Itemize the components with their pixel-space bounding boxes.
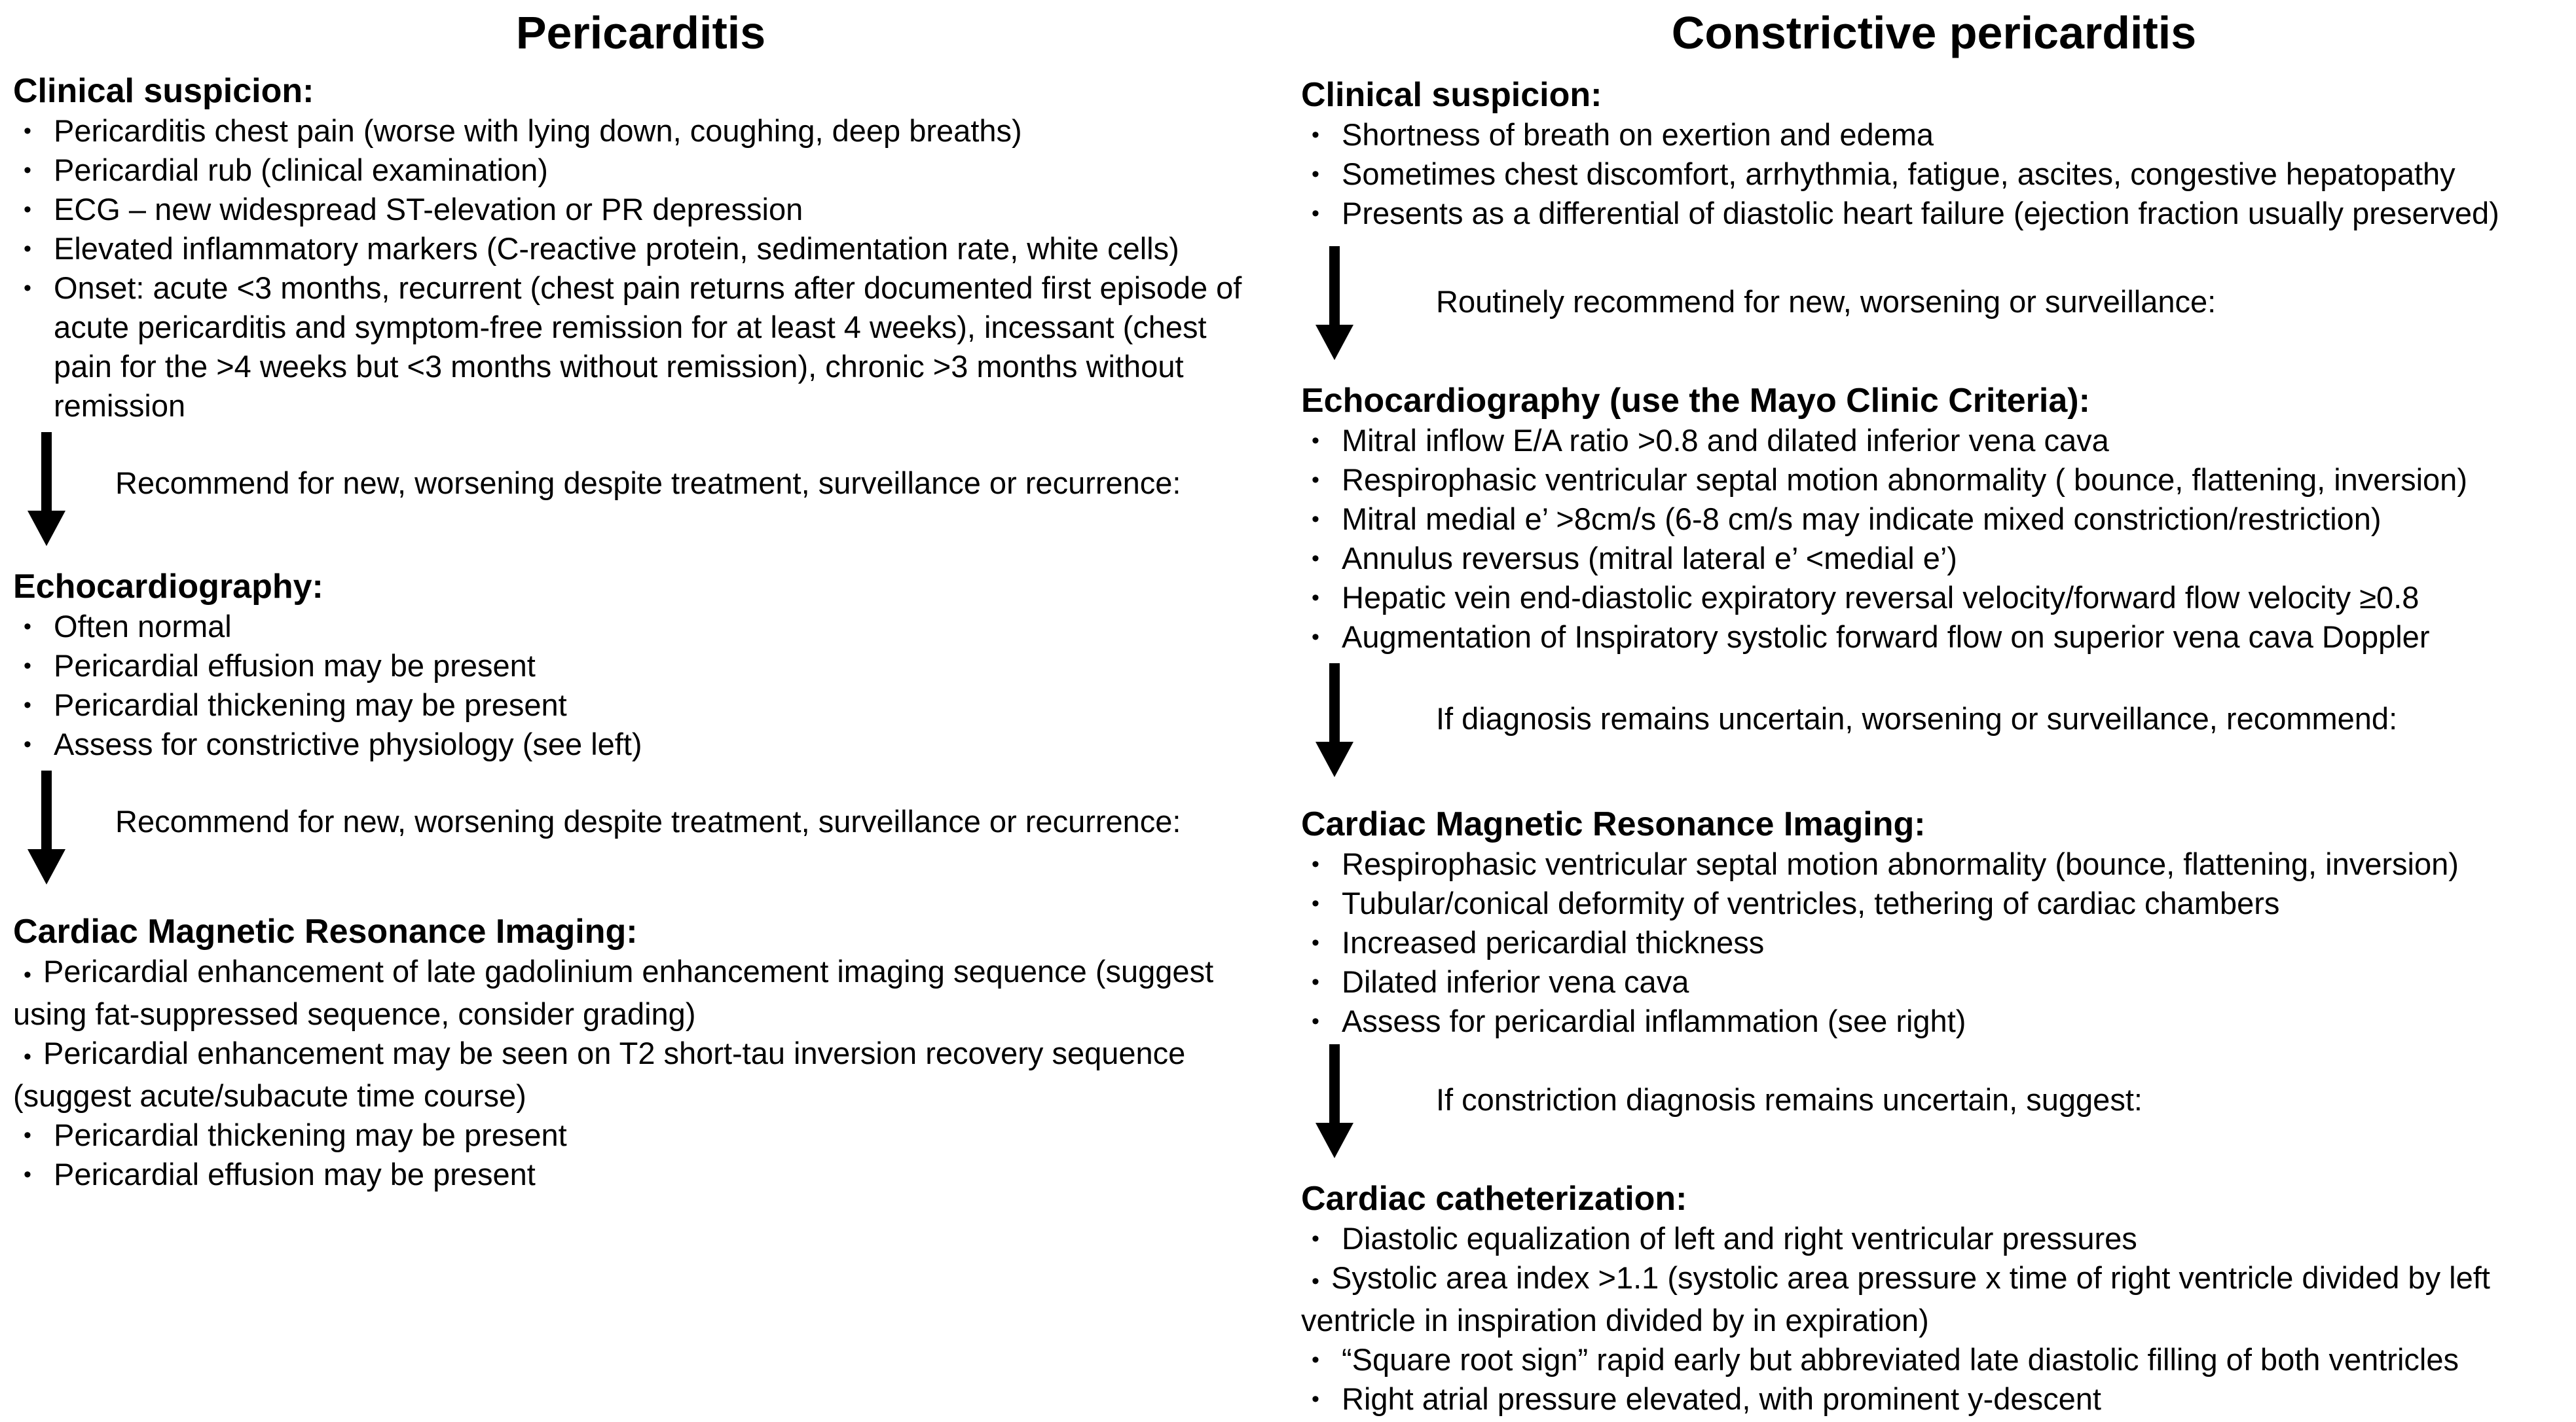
bullet-icon: •	[24, 1123, 31, 1148]
list-item	[1301, 1379, 2567, 1419]
bullet-icon: •	[24, 276, 31, 301]
list-item	[1301, 421, 2567, 460]
list-item	[13, 952, 1268, 1034]
list-item	[1301, 845, 2567, 884]
bullet-icon: •	[1312, 1009, 1319, 1034]
left-cmr-list	[13, 952, 1268, 1194]
down-arrow-icon	[1312, 663, 1357, 778]
bullet-text: Pericardial effusion may be present	[54, 648, 536, 683]
list-item	[13, 229, 1268, 268]
bullet-text: Pericardial effusion may be present	[54, 1157, 536, 1192]
bullet-text: Hepatic vein end-diastolic expiratory reversal velocity/forward flow velocity ≥0.8	[1342, 580, 2420, 615]
list-item	[1301, 155, 2567, 194]
bullet-text: Pericardial enhancement may be seen on T2 short-tau inversion recovery sequence (suggest acute/subacute time course)	[13, 1036, 1186, 1113]
right-clinical-suspicion-heading: Clinical suspicion:	[1301, 76, 1602, 114]
left-arrow-2	[13, 771, 1268, 885]
list-item	[1301, 923, 2567, 962]
bullet-text: “Square root sign” rapid early but abbreviated late diastolic filling of both ventricles	[1342, 1342, 2459, 1377]
bullet-icon: •	[24, 197, 31, 222]
list-item	[1301, 460, 2567, 500]
bullet-text: Dilated inferior vena cava	[1342, 964, 1689, 999]
left-arrow-1	[13, 432, 1268, 547]
arrow-annotation: If diagnosis remains uncertain, worsening or surveillance, recommend:	[1436, 701, 2398, 736]
bullet-icon: •	[24, 614, 31, 639]
bullet-icon: •	[1312, 428, 1319, 453]
bullet-icon: •	[24, 1162, 31, 1187]
bullet-icon: •	[1312, 201, 1319, 226]
list-item	[13, 685, 1268, 725]
left-echocardiography-list	[13, 607, 1268, 764]
arrow-annotation: Routinely recommend for new, worsening or surveillance:	[1436, 284, 2217, 319]
constrictive-pericarditis-title: Constrictive pericarditis	[1671, 7, 2197, 58]
right-cmr-list	[1301, 845, 2567, 1041]
bullet-text: Pericardial thickening may be present	[54, 1118, 567, 1152]
bullet-icon: •	[1312, 1226, 1319, 1251]
bullet-icon: •	[24, 653, 31, 678]
bullet-text: Augmentation of Inspiratory systolic forward flow on superior vena cava Doppler	[1342, 619, 2430, 654]
bullet-icon: •	[24, 158, 31, 183]
bullet-text: Sometimes chest discomfort, arrhythmia, fatigue, ascites, congestive hepatopathy	[1342, 156, 2456, 191]
list-item	[1301, 1219, 2567, 1258]
bullet-text: Mitral medial e’ >8cm/s (6-8 cm/s may indicate mixed constriction/restriction)	[1342, 501, 2382, 536]
arrow-annotation: Recommend for new, worsening despite treatment, surveillance or recurrence:	[115, 465, 1181, 500]
pericarditis-column	[0, 0, 1288, 1419]
bullet-icon: •	[1312, 546, 1319, 571]
list-item	[1301, 1258, 2567, 1340]
list-item	[13, 268, 1268, 426]
bullet-text: Pericardial thickening may be present	[54, 687, 567, 722]
bullet-text: Assess for constrictive physiology (see left)	[54, 727, 642, 761]
bullet-icon: •	[1312, 1269, 1319, 1294]
right-arrow-1	[1301, 246, 2567, 361]
pericarditis-title: Pericarditis	[515, 7, 766, 58]
bullet-icon: •	[1312, 891, 1319, 916]
bullet-icon: •	[24, 693, 31, 718]
list-item	[13, 607, 1268, 646]
bullet-text: Respirophasic ventricular septal motion abnormality ( bounce, flattening, inversion)	[1342, 462, 2467, 497]
bullet-text: Presents as a differential of diastolic heart failure (ejection fraction usually preserved)	[1342, 196, 2499, 230]
list-item	[1301, 617, 2567, 657]
bullet-icon: •	[1312, 930, 1319, 955]
right-echocardiography-heading: Echocardiography (use the Mayo Clinic Criteria):	[1301, 382, 2090, 420]
right-cmr-heading: Cardiac Magnetic Resonance Imaging:	[1301, 805, 1926, 843]
bullet-text: Diastolic equalization of left and right ventricular pressures	[1342, 1221, 2137, 1256]
list-item	[13, 646, 1268, 685]
bullet-text: Systolic area index >1.1 (systolic area pressure x time of right ventricle divided by left ventricle in inspiration divided by in expiration)	[1301, 1260, 2490, 1338]
right-arrow-2	[1301, 663, 2567, 778]
bullet-text: ECG – new widespread ST-elevation or PR depression	[54, 192, 803, 227]
bullet-text: Right atrial pressure elevated, with prominent y-descent	[1342, 1381, 2101, 1416]
list-item	[1301, 578, 2567, 617]
bullet-text: Respirophasic ventricular septal motion abnormality (bounce, flattening, inversion)	[1342, 847, 2459, 881]
down-arrow-icon	[24, 432, 69, 547]
bullet-icon: •	[1312, 1387, 1319, 1412]
bullet-icon: •	[1312, 625, 1319, 649]
list-item	[1301, 884, 2567, 923]
right-arrow-3	[1301, 1044, 2567, 1159]
list-item	[13, 1034, 1268, 1116]
bullet-text: Often normal	[54, 609, 232, 644]
list-item	[1301, 500, 2567, 539]
down-arrow-icon	[24, 771, 69, 885]
list-item	[1301, 1002, 2567, 1041]
bullet-icon: •	[1312, 507, 1319, 532]
bullet-text: Onset: acute <3 months, recurrent (chest pain returns after documented first episode of acute pericarditis and symptom-free remission for at least 4 weeks), incessant (chest pain for the >4 weeks but <3 months without remission), chronic >3 months without remission	[54, 270, 1242, 423]
left-echocardiography-heading: Echocardiography:	[13, 568, 323, 606]
bullet-text: Elevated inflammatory markers (C-reactive protein, sedimentation rate, white cells)	[54, 231, 1179, 266]
bullet-text: Mitral inflow E/A ratio >0.8 and dilated inferior vena cava	[1342, 423, 2109, 458]
list-item	[13, 190, 1268, 229]
bullet-icon: •	[24, 236, 31, 261]
bullet-text: Assess for pericardial inflammation (see right)	[1342, 1004, 1966, 1038]
bullet-icon: •	[1312, 1347, 1319, 1372]
arrow-annotation: If constriction diagnosis remains uncertain, suggest:	[1436, 1082, 2143, 1117]
list-item	[1301, 194, 2567, 233]
bullet-icon: •	[1312, 970, 1319, 994]
list-item	[13, 1116, 1268, 1155]
bullet-text: Increased pericardial thickness	[1342, 925, 1765, 960]
bullet-icon: •	[24, 962, 31, 987]
list-item	[13, 151, 1268, 190]
list-item	[1301, 539, 2567, 578]
cardiac-catheterization-list	[1301, 1219, 2567, 1419]
left-clinical-suspicion-heading: Clinical suspicion:	[13, 72, 314, 110]
bullet-icon: •	[1312, 162, 1319, 187]
list-item	[13, 1155, 1268, 1194]
left-cmr-heading: Cardiac Magnetic Resonance Imaging:	[13, 913, 638, 951]
list-item	[13, 111, 1268, 151]
bullet-icon: •	[1312, 852, 1319, 877]
down-arrow-icon	[1312, 246, 1357, 361]
constrictive-pericarditis-column	[1288, 0, 2576, 1419]
bullet-icon: •	[24, 732, 31, 757]
down-arrow-icon	[1312, 1044, 1357, 1159]
bullet-icon: •	[1312, 467, 1319, 492]
bullet-icon: •	[1312, 585, 1319, 610]
bullet-text: Annulus reversus (mitral lateral e’ <medial e’)	[1342, 541, 1957, 575]
bullet-text: Pericardial enhancement of late gadolinium enhancement imaging sequence (suggest using fat-suppressed sequence, consider grading)	[13, 954, 1214, 1031]
right-echocardiography-list	[1301, 421, 2567, 657]
left-clinical-suspicion-list	[13, 111, 1268, 426]
list-item	[1301, 1340, 2567, 1379]
right-clinical-suspicion-list	[1301, 115, 2567, 233]
bullet-icon: •	[24, 1044, 31, 1069]
bullet-text: Shortness of breath on exertion and edema	[1342, 117, 1934, 152]
bullet-icon: •	[24, 119, 31, 143]
bullet-text: Pericarditis chest pain (worse with lying down, coughing, deep breaths)	[54, 113, 1022, 148]
list-item	[13, 725, 1268, 764]
bullet-text: Pericardial rub (clinical examination)	[54, 153, 548, 187]
list-item	[1301, 962, 2567, 1002]
arrow-annotation: Recommend for new, worsening despite treatment, surveillance or recurrence:	[115, 804, 1181, 839]
list-item	[1301, 115, 2567, 155]
bullet-icon: •	[1312, 122, 1319, 147]
cardiac-catheterization-heading: Cardiac catheterization:	[1301, 1180, 1687, 1218]
bullet-text: Tubular/conical deformity of ventricles, tethering of cardiac chambers	[1342, 886, 2280, 921]
